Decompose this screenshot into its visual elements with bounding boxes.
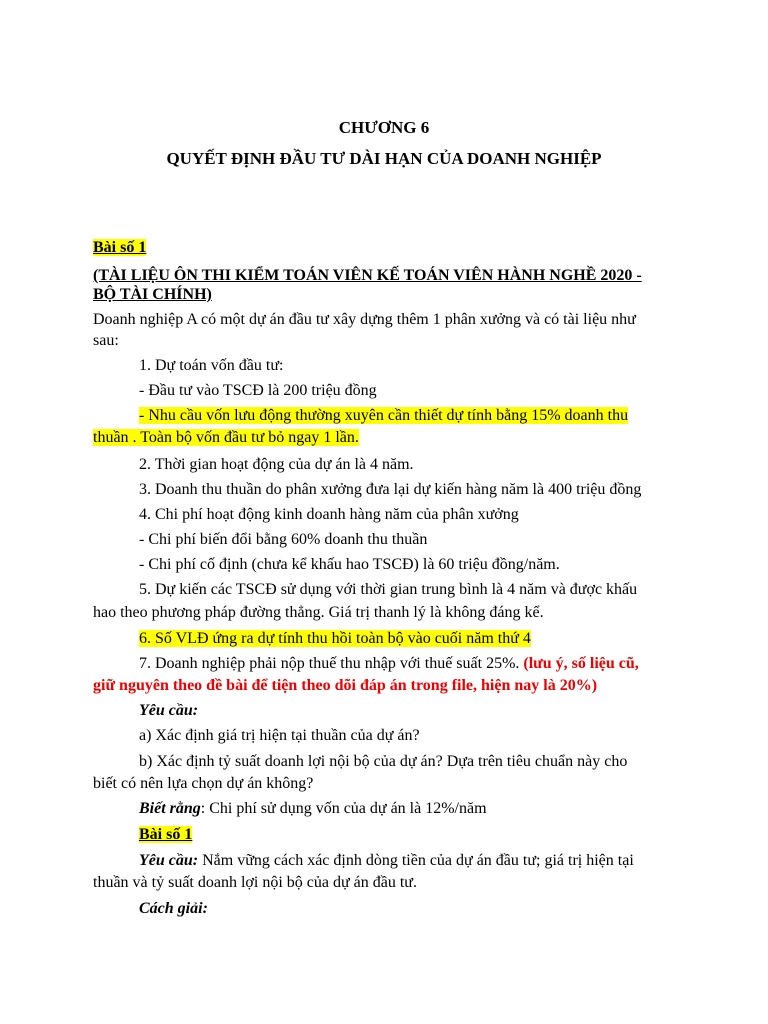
- requirement-b-line-1: b) Xác định tỷ suất doanh lợi nội bộ của dự án? Dựa trên tiêu chuẩn này cho: [139, 753, 628, 770]
- item-5-line-1: 5. Dự kiến các TSCĐ sử dụng với thời gian trung bình là 4 năm và được khấu: [139, 581, 638, 598]
- intro-line-1: Doanh nghiệp A có một dự án đầu tư xây dựng thêm 1 phân xưởng và có tài liệu như: [93, 311, 636, 328]
- chapter-number: CHƯƠNG 6: [338, 118, 430, 137]
- requirement-2-line-1: [139, 851, 634, 871]
- intro-line-2: sau:: [93, 332, 119, 349]
- requirement-label: Yêu cầu:: [139, 702, 199, 719]
- item-7-text: 7. Doanh nghiệp phải nộp thuế thu nhập với thuế suất 25%.: [139, 655, 520, 672]
- item-6: [139, 629, 531, 649]
- requirement-2-label: Yêu cầu:: [139, 852, 199, 869]
- requirement-2-line-2: thuần và tỷ suất doanh lợi nội bộ của dự án đầu tư.: [93, 874, 417, 891]
- item-1b-text-2: thuần . Toàn bộ vốn đầu tư bỏ ngay 1 lần.: [93, 429, 359, 446]
- exercise-heading: [93, 238, 146, 258]
- chapter-title: QUYẾT ĐỊNH ĐẦU TƯ DÀI HẠN CỦA DOANH NGHIỆP: [166, 149, 602, 168]
- item-3: 3. Doanh thu thuần do phân xưởng đưa lại dự kiến hàng năm là 400 triệu đồng: [139, 481, 642, 498]
- exercise-label-2: Bài số 1: [139, 826, 193, 843]
- item-1: 1. Dự toán vốn đầu tư:: [139, 357, 284, 374]
- item-1b-line-1: [139, 406, 628, 426]
- item-7-note-2: giữ nguyên theo đề bài để tiện theo dõi đáp án trong file, hiện nay là 20%): [93, 677, 598, 694]
- item-1b-text-1: - Nhu cầu vốn lưu động thường xuyên cần thiết dự tính bằng 15% doanh thu: [139, 407, 629, 424]
- requirement-2-text: Nắm vững cách xác định dòng tiền của dự án đầu tư; giá trị hiện tại: [198, 852, 634, 869]
- given-line: [139, 799, 487, 819]
- exercise-label: Bài số 1: [93, 239, 147, 256]
- method-label: Cách giải:: [139, 900, 208, 917]
- exercise-heading-2: [139, 825, 192, 845]
- given-text: : Chi phí sử dụng vốn của dự án là 12%/năm: [200, 800, 487, 817]
- requirement-a: a) Xác định giá trị hiện tại thuần của dự án?: [139, 727, 420, 744]
- given-label: Biết rằng: [139, 800, 201, 817]
- item-6-text: 6. Số VLĐ ứng ra dự tính thu hồi toàn bộ vào cuối năm thứ 4: [139, 630, 531, 647]
- item-2: 2. Thời gian hoạt động của dự án là 4 năm.: [139, 456, 414, 473]
- item-4a: - Chi phí biến đổi bằng 60% doanh thu thuần: [139, 531, 428, 548]
- requirement-b-line-2: biết có nên lựa chọn dự án không?: [93, 775, 314, 792]
- item-4b: - Chi phí cố định (chưa kể khấu hao TSCĐ) là 60 triệu đồng/năm.: [139, 556, 560, 573]
- item-1b-line-2: [93, 428, 359, 448]
- item-1a: - Đầu tư vào TSCĐ là 200 triệu đồng: [139, 382, 377, 399]
- item-5-line-2: hao theo phương pháp đường thẳng. Giá trị thanh lý là không đáng kể.: [93, 604, 544, 621]
- item-4: 4. Chi phí hoạt động kinh doanh hàng năm của phân xưởng: [139, 506, 519, 523]
- item-7-line-1: [139, 654, 639, 674]
- source-line-1: (TÀI LIỆU ÔN THI KIỂM TOÁN VIÊN KẾ TOÁN VIÊN HÀNH NGHỀ 2020 -: [93, 267, 642, 284]
- source-line-2: BỘ TÀI CHÍNH): [93, 286, 212, 303]
- item-7-note-1: (lưu ý, số liệu cũ,: [523, 655, 639, 672]
